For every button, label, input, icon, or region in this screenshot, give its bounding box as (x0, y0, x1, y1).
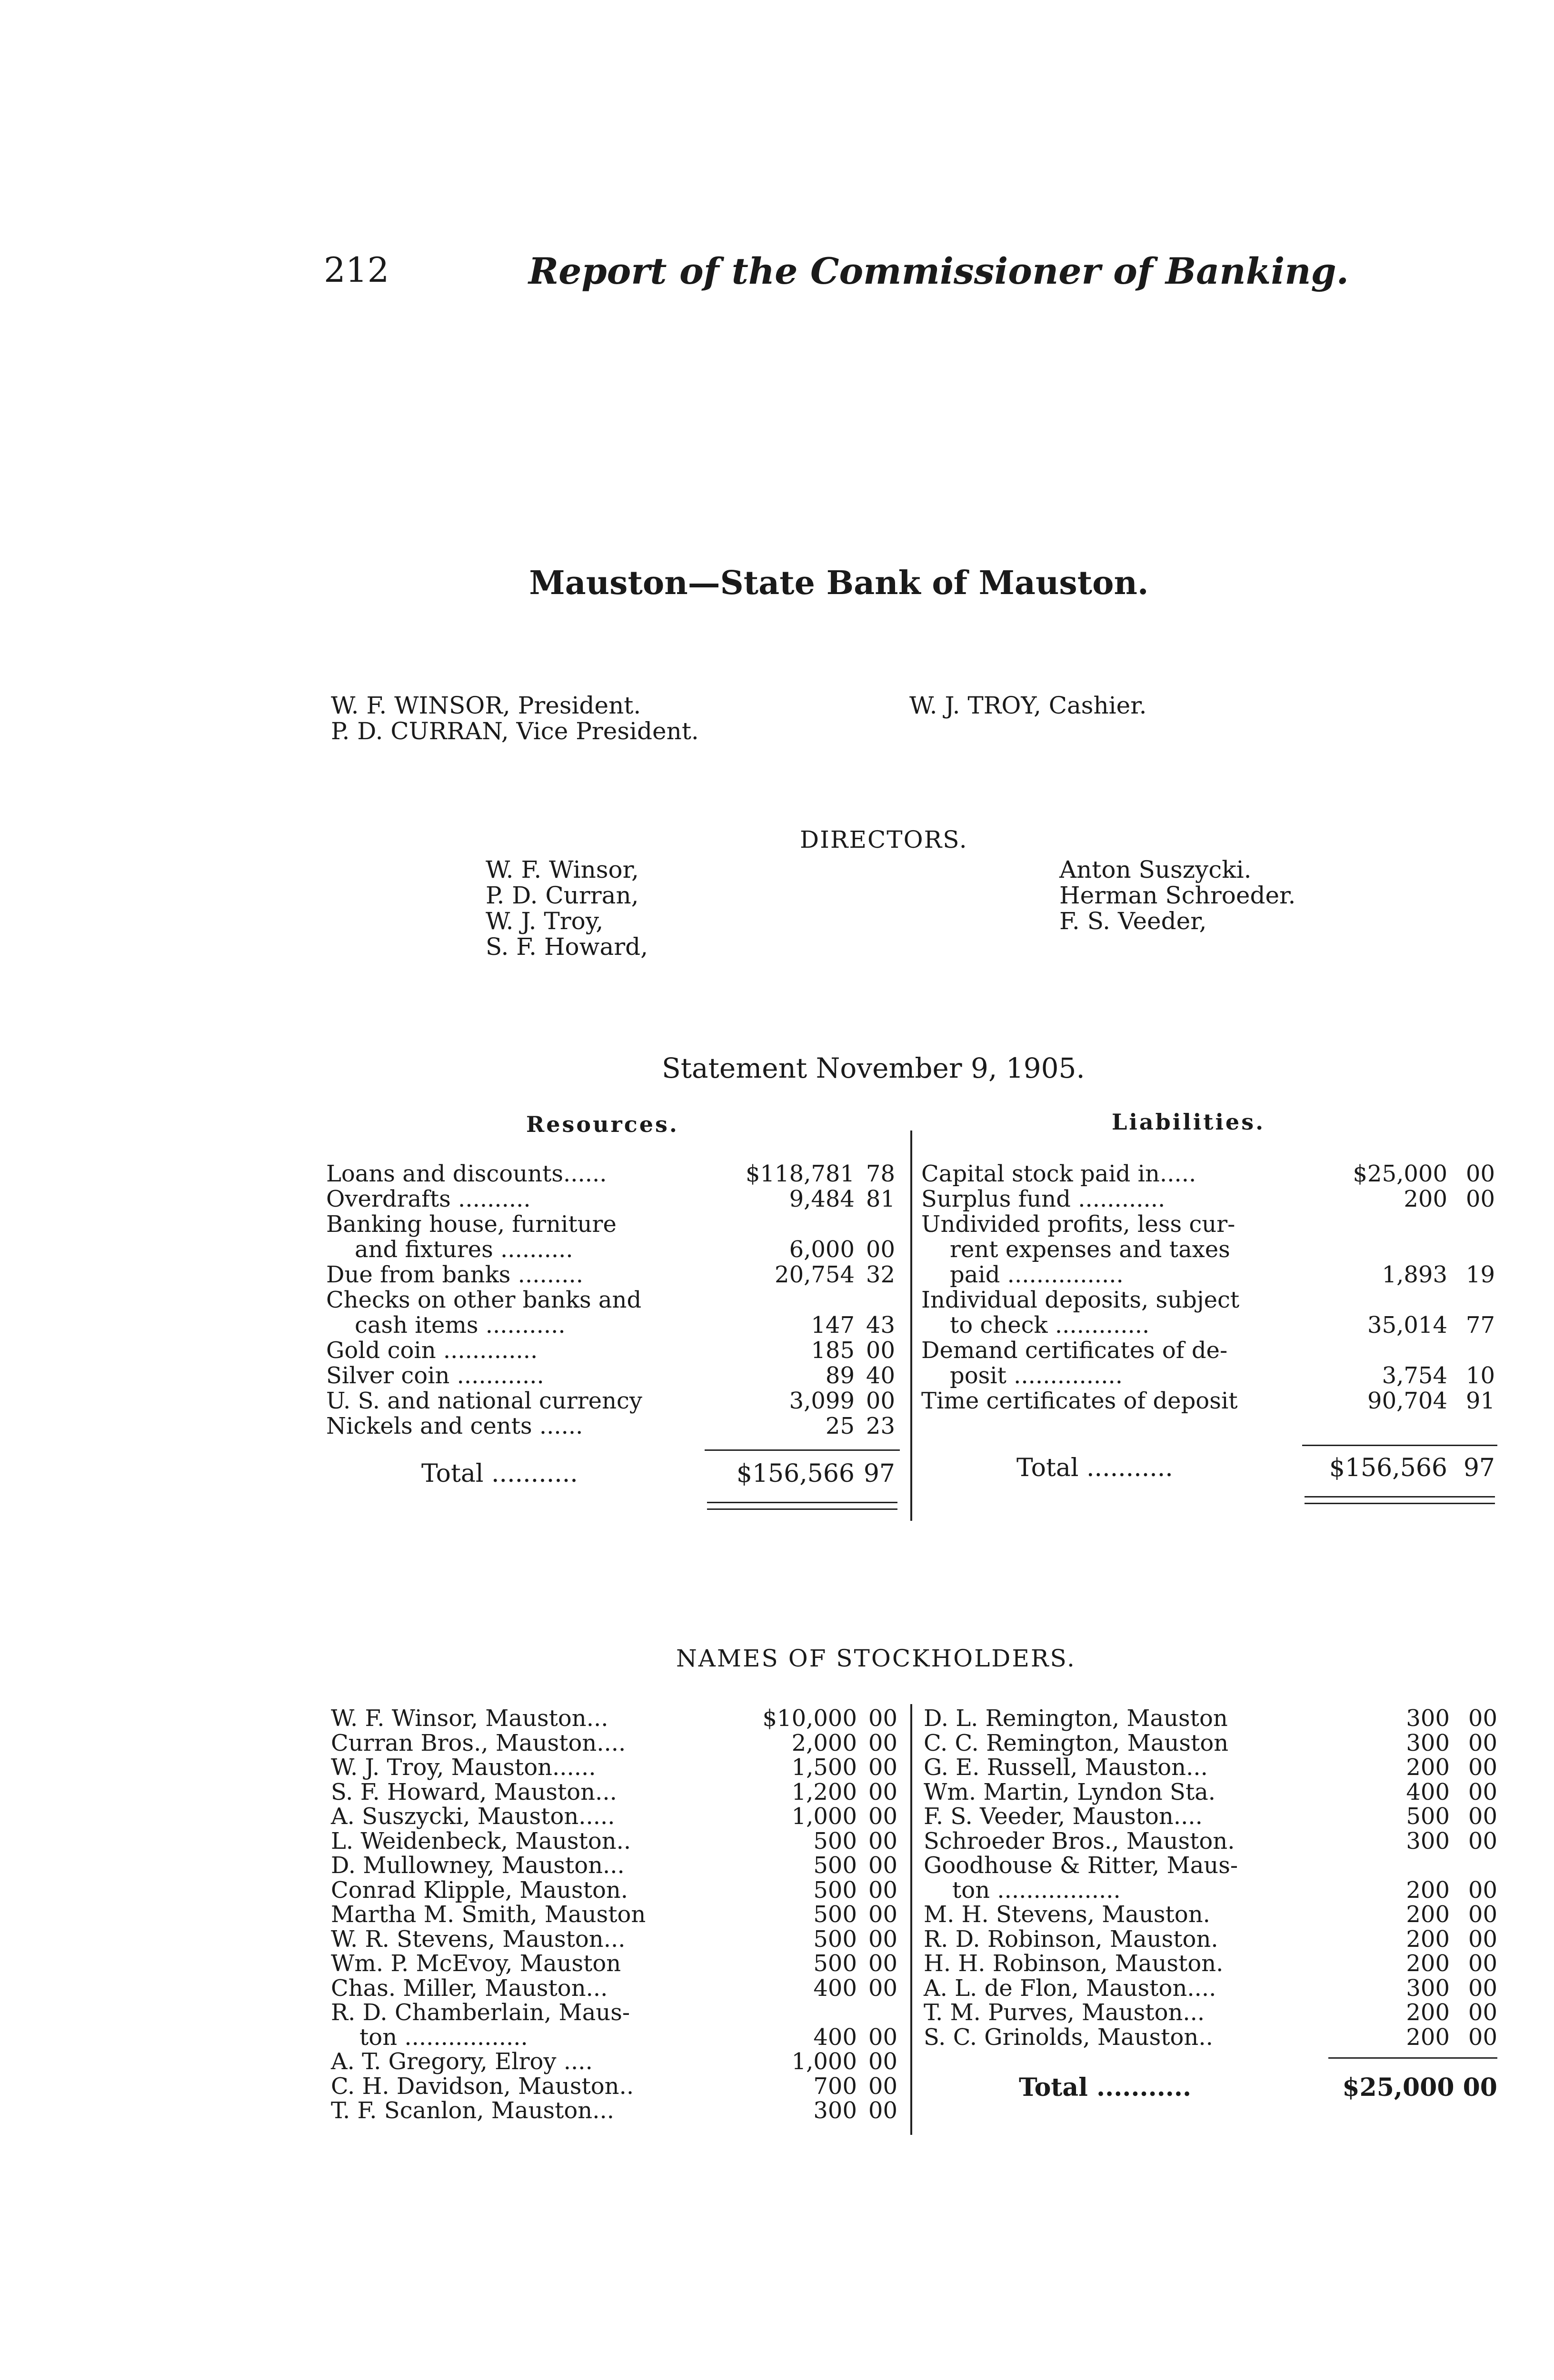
vice-president: P. D. CURRAN, Vice President. (331, 717, 699, 745)
table-row: Silver coin ............ 89 40 (326, 1362, 895, 1389)
table-row: Due from banks ......... 20,754 32 (326, 1261, 895, 1288)
director: S. F. Howard, (486, 933, 648, 961)
page-number: 212 (324, 250, 389, 290)
list-item: D. L. Remington, Mauston 300 00 (924, 1705, 1497, 1732)
cashier: W. J. TROY, Cashier. (909, 692, 1147, 719)
resources-sum-rule (705, 1449, 900, 1451)
list-item: D. Mullowney, Mauston... 500 00 (331, 1852, 897, 1879)
list-item: C. H. Davidson, Mauston.. 700 00 (331, 2073, 897, 2100)
director: Anton Suszycki. (1059, 856, 1252, 883)
table-row: Time certificates of deposit 90,704 91 (921, 1388, 1495, 1414)
total-label: Total ........... (1016, 1454, 1173, 1482)
resources-heading: Resources. (526, 1111, 679, 1137)
list-item: H. H. Robinson, Mauston. 200 00 (924, 1950, 1497, 1977)
resources-total (326, 1461, 902, 1487)
director: P. D. Curran, (486, 882, 639, 909)
list-item: Goodhouse & Ritter, Maus- (924, 1852, 1238, 1879)
total-label: Total ........... (421, 1459, 578, 1488)
directors-left (486, 857, 648, 960)
liabilities-sum-rule (1302, 1445, 1497, 1446)
resources-table (326, 1161, 902, 1439)
list-item: W. R. Stevens, Mauston... 500 00 (331, 1925, 897, 1953)
president: W. F. WINSOR, President. (331, 692, 641, 719)
list-item: L. Weidenbeck, Mauston.. 500 00 (331, 1827, 897, 1854)
list-item: ton ................. 400 00 (359, 2023, 897, 2051)
list-item: W. J. Troy, Mauston...... 1,500 00 (331, 1754, 897, 1781)
total-dollars: $156,566 (1329, 1454, 1447, 1482)
total-label: Total ........... (1019, 2073, 1192, 2102)
list-item: G. E. Russell, Mauston... 200 00 (924, 1754, 1497, 1781)
total-cents: 97 (1463, 1454, 1495, 1482)
list-item: R. D. Chamberlain, Maus- (331, 1999, 630, 2026)
list-item: A. L. de Flon, Mauston.... 300 00 (924, 1974, 1497, 2002)
table-row: Undivided profits, less cur- (921, 1211, 1235, 1238)
list-item: Wm. Martin, Lyndon Sta. 400 00 (924, 1778, 1497, 1805)
director: W. J. Troy, (486, 907, 604, 935)
stock-sum-rule (1328, 2057, 1497, 2059)
list-item: W. F. Winsor, Mauston... $10,000 00 (331, 1705, 897, 1732)
table-row: Capital stock paid in..... $25,000 00 (921, 1160, 1495, 1187)
stock-column-divider (910, 1704, 912, 2135)
table-row: Individual deposits, subject (921, 1287, 1240, 1313)
directors-right (1059, 857, 1295, 934)
table-row: Banking house, furniture (326, 1211, 617, 1238)
table-row: to check ............. 35,014 77 (950, 1312, 1495, 1339)
stockholders-heading: NAMES OF STOCKHOLDERS. (676, 1645, 1076, 1672)
list-item: Curran Bros., Mauston.... 2,000 00 (331, 1729, 897, 1756)
list-item: A. Suszycki, Mauston..... 1,000 00 (331, 1803, 897, 1830)
table-row: paid ................ 1,893 19 (950, 1261, 1495, 1288)
list-item: R. D. Robinson, Mauston. 200 00 (924, 1925, 1497, 1953)
total-cents: 97 (863, 1459, 895, 1488)
officers-left (331, 693, 699, 744)
table-row: Gold coin ............. 185 00 (326, 1337, 895, 1364)
liabilities-double-rule (1305, 1496, 1495, 1504)
list-item: Chas. Miller, Mauston... 400 00 (331, 1974, 897, 2002)
table-row: Surplus fund ............ 200 00 (921, 1186, 1495, 1212)
table-row: Nickels and cents ...... 25 23 (326, 1413, 895, 1439)
liabilities-table (921, 1161, 1500, 1414)
list-item: Conrad Klipple, Mauston. 500 00 (331, 1876, 897, 1904)
stockholders-total (924, 2075, 1500, 2100)
list-item: F. S. Veeder, Mauston.... 500 00 (924, 1803, 1497, 1830)
directors-heading: DIRECTORS. (800, 826, 968, 853)
liabilities-heading: Liabilities. (1112, 1109, 1265, 1135)
total-value: $25,000 00 (1342, 2073, 1497, 2102)
table-row: rent expenses and taxes (950, 1236, 1230, 1263)
list-item: Martha M. Smith, Mauston 500 00 (331, 1901, 897, 1928)
stockholders-left (331, 1706, 902, 2123)
table-row: Checks on other banks and (326, 1287, 642, 1313)
running-title: Report of the Commissioner of Banking. (528, 250, 1349, 292)
table-row: posit ............... 3,754 10 (950, 1362, 1495, 1389)
stockholders-right (924, 1706, 1500, 2050)
list-item: A. T. Gregory, Elroy .... 1,000 00 (331, 2048, 897, 2075)
table-row: cash items ........... 147 43 (355, 1312, 895, 1339)
liabilities-total (921, 1456, 1500, 1481)
list-item: T. F. Scanlon, Mauston... 300 00 (331, 2097, 897, 2124)
list-item: S. C. Grinolds, Mauston.. 200 00 (924, 2023, 1497, 2051)
list-item: Schroeder Bros., Mauston. 300 00 (924, 1827, 1497, 1854)
director: F. S. Veeder, (1059, 907, 1207, 935)
resources-double-rule (707, 1502, 897, 1510)
statement-heading: Statement November 9, 1905. (662, 1052, 1085, 1084)
list-item: ton ................. 200 00 (952, 1876, 1497, 1904)
column-divider (910, 1130, 912, 1521)
total-dollars: $156,566 (736, 1459, 855, 1488)
list-item: T. M. Purves, Mauston... 200 00 (924, 1999, 1497, 2026)
table-row: U. S. and national currency 3,099 00 (326, 1388, 895, 1414)
list-item: S. F. Howard, Mauston... 1,200 00 (331, 1778, 897, 1805)
director: W. F. Winsor, (486, 856, 639, 883)
list-item: M. H. Stevens, Mauston. 200 00 (924, 1901, 1497, 1928)
list-item: C. C. Remington, Mauston 300 00 (924, 1729, 1497, 1756)
table-row: and fixtures .......... 6,000 00 (355, 1236, 895, 1263)
table-row: Loans and discounts...... $118,781 78 (326, 1160, 895, 1187)
list-item: Wm. P. McEvoy, Mauston 500 00 (331, 1950, 897, 1977)
bank-title: Mauston—State Bank of Mauston. (529, 564, 1149, 602)
director: Herman Schroeder. (1059, 882, 1296, 909)
table-row: Overdrafts .......... 9,484 81 (326, 1186, 895, 1212)
table-row: Demand certificates of de- (921, 1337, 1228, 1364)
